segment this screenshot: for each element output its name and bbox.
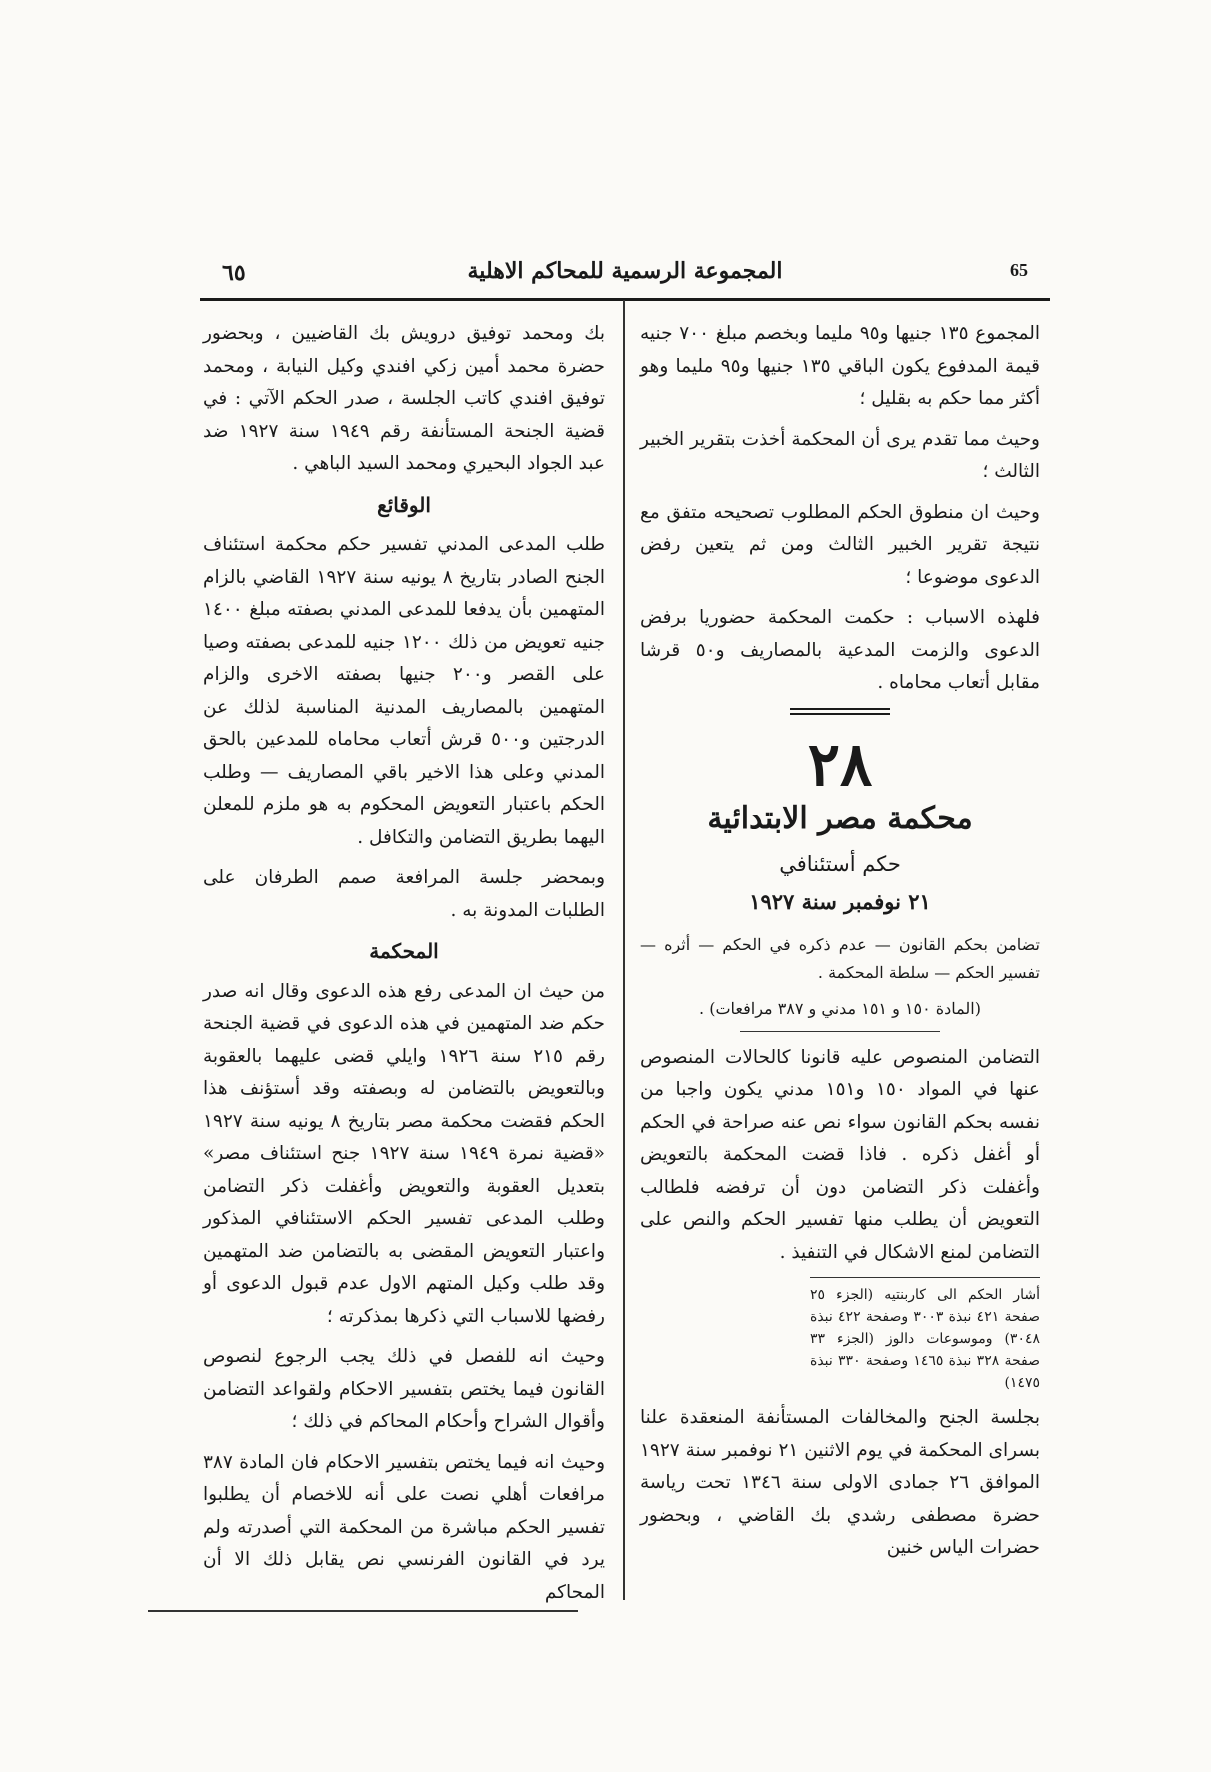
paragraph: وحيث انه للفصل في ذلك يجب الرجوع لنصوص القانون فيما يختص بتفسير الاحكام ولقواعد التضامن وأقوال الشراح وأحكام المحاكم في ذلك ؛ [203,1346,605,1432]
paragraph: طلب المدعى المدني تفسير حكم محكمة استئناف الجنح الصادر بتاريخ ٨ يونيه سنة ١٩٢٧ القاضي بالزام المتهمين بأن يدفعا للمدعى المدني بصفته مبلغ ١٤٠٠ جنيه تعويض من ذلك ١٢٠٠ جنيه للمدعى بصفته وصيا على القصر و٢٠٠ جنيها بصفته الاخرى والزام المتهمين بالمصاريف المدنية المناسبة لذلك عن الدرجتين و٥٠٠ قرش أتعاب محاماه للمدعين بالحق المدني وعلى هذا الاخير باقي المصاريف — وطلب الحكم باعتبار التعويض المحكوم به هو ملزم للمعلن اليهما بطريق التضامن والتكافل . [203,534,606,848]
section-separator [790,708,890,715]
header-rule [200,298,1050,301]
paragraph: من حيث ان المدعى رفع هذه الدعوى وقال انه صدر حكم ضد المتهمين في هذه الدعوى في قضية الجنحة رقم ٢١٥ سنة ١٩٢٦ وايلي قضى عليهما بالعقوبة وبالتعويض بالتضامن له وبصفته وقد أستؤنف هذا الحكم فقضت محكمة مصر بتاريخ ٨ يونيه سنة ١٩٢٧ «قضية نمرة ١٩٤٩ سنة ١٩٢٧ جنح استئناف مصر» بتعديل العقوبة والتعويض وأغفلت ذكر التضامن وطلب المدعى تفسير الحكم الاستئنافي المذكور واعتبار التعويض المقضى به بالتضامن ضد المتهمين وقد طلب وكيل المتهم الاول عدم قبول الدعوى أو رفضها للاسباب التي ذكرها بمذكرته ؛ [203,980,606,1327]
session-paragraph: بجلسة الجنح والمخالفات المستأنفة المنعقدة علنا بسراى المحكمة في يوم الاثنين ٢١ نوفمبر سنة ١٩٢٧ الموافق ٢٦ جمادى الاولى سنة ١٣٤٦ تحت رياسة حضرة مصطفى رشدي بك القاضي ، وبحضور حضرات الياس خنين [640,1407,1040,1558]
paragraph: وحيث انه فيما يختص بتفسير الاحكام فان المادة ٣٨٧ مرافعات أهلي نصت على أنه للاخصام أن يطلبوا تفسير الحكم مباشرة من المحكمة التي أصدرته ولم يرد في القانون الفرنسي نص يقابل ذلك الا أن المحاكم [203,1451,605,1603]
page-number-latin: 65 [1010,260,1028,280]
running-title: المجموعة الرسمية للمحاكم الاهلية [467,258,783,284]
paragraph: وحيث ان منطوق الحكم المطلوب تصحيحه متفق مع نتيجة تقرير الخبير الثالث ومن ثم يتعين رفض الدعوى موضوعا ؛ [640,501,1040,588]
column-divider [623,300,625,1600]
court-name: محكمة مصر الابتدائية [707,800,973,836]
paragraph: وحيث مما تقدم يرى أن المحكمة أخذت بتقرير الخبير الثالث ؛ [640,428,1040,482]
facts-heading: الوقائع [377,492,431,517]
case-number: ٢٨ [807,729,873,800]
paragraph: المجموع ١٣٥ جنيها و٩٥ مليما وبخصم مبلغ ٧٠٠ جنيه قيمة المدفوع يكون الباقي ١٣٥ جنيها و٩٥ مليما وهو أكثر مما حكم به بقليل ؛ [640,323,1040,409]
page-header [200,258,1050,298]
intro-paragraph: بك ومحمد توفيق درويش بك القاضيين ، وبحضور حضرة محمد أمين زكي افندي وكيل النيابة ، ومحمد توفيق افندي كاتب الجلسة ، صدر الحكم الآتي : في قضية الجنحة المستأنفة رقم ١٩٤٩ سنة ١٩٢٧ ضد عبد الجواد البحيري ومحمد السيد الباهي . [203,323,605,474]
footnote: أشار الحكم الى كاربنتيه (الجزء ٢٥ صفحة ٤٢١ نبذة ٣٠٠٣ وصفحة ٤٢٢ نبذة ٣٠٤٨) وموسوعات دالوز (الجزء ٣٣ صفحة ٣٢٨ نبذة ١٤٦٥ وصفحة ٣٣٠ نبذة ١٤٧٥) [810,1277,1040,1394]
footer-rule [148,1610,578,1612]
divider [740,1031,940,1032]
page-number-arabic: ٦٥ [222,260,246,286]
judgment-date: ٢١ نوفمبر سنة ١٩٢٧ [749,888,931,914]
paragraph: فلهذه الاسباب : حكمت المحكمة حضوريا برفض الدعوى والزمت المدعية بالمصاريف و٥٠ قرشا مقابل أتعاب محاماه . [640,607,1040,693]
judgment-type: حكم أستئنافي [779,851,901,876]
paragraph: وبمحضر جلسة المرافعة صمم الطرفان على الطلبات المدونة به . [203,867,605,921]
right-column [640,318,1040,1573]
case-summary: تضامن بحكم القانون — عدم ذكره في الحكم — أثره — تفسير الحكم — سلطة المحكمة . [640,934,1040,982]
holding: التضامن المنصوص عليه قانونا كالحالات المنصوص عنها في المواد ١٥٠ و١٥١ مدني يكون واجبا من نفسه بحكم القانون سواء نص عنه صراحة في الحكم أو أغفل ذكره . فاذا قضت المحكمة بالتعويض وأغفلت ذكر التضامن دون أن ترفضه فلطالب التعويض أن يطلب منها تفسير الحكم والنص على التضامن لمنع الاشكال في التنفيذ . [640,1046,1040,1263]
left-column [203,318,605,1617]
cited-articles: (المادة ١٥٠ و ١٥١ مدني و ٣٨٧ مرافعات) . [699,998,981,1018]
court-heading: المحكمة [369,939,439,963]
